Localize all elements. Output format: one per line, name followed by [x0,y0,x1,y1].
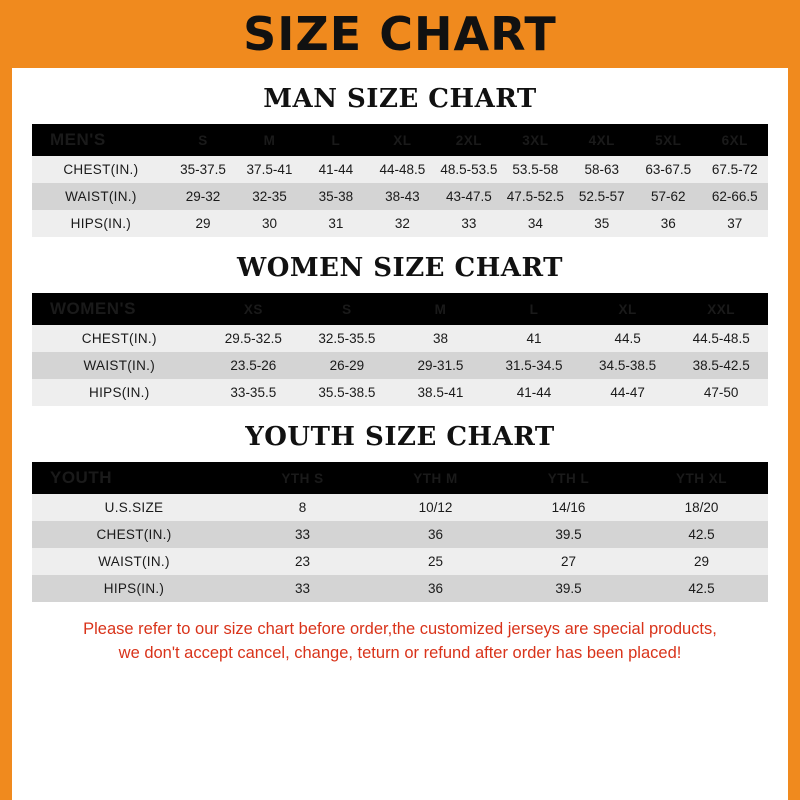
cell: 47.5-52.5 [506,189,564,204]
cell: 29 [693,554,710,569]
cell: 31.5-34.5 [505,358,563,373]
row-label: CHEST(IN.) [96,527,172,542]
cell: 8 [298,500,307,515]
table-row [32,156,768,183]
table-row [32,210,768,237]
header-cell-s: S [198,132,208,148]
row-label: U.S.SIZE [104,500,164,515]
cell: 43-47.5 [445,189,492,204]
cell: 10/12 [418,500,453,515]
header-cell-2xl: 2XL [455,132,482,148]
section-man [12,84,788,237]
cell: 35 [594,216,610,231]
table-row [32,325,768,352]
cell: 23.5-26 [230,358,277,373]
cell: 23 [294,554,311,569]
row-label: WAIST(IN.) [83,358,156,373]
row-label: WAIST(IN.) [98,554,170,569]
cell: 41-44 [318,162,354,177]
header-cell-l: L [529,301,539,317]
cell: 44-48.5 [379,162,426,177]
cell: 41-44 [516,385,552,400]
cell: 38.5-41 [417,385,464,400]
cell: 57-62 [651,189,686,204]
cell: 37 [727,216,743,231]
cell: 32-35 [252,189,287,204]
cell: 38.5-42.5 [692,358,750,373]
cell: 35.5-38.5 [318,385,376,400]
row-label: CHEST(IN.) [81,331,157,346]
cell: 39.5 [555,527,582,542]
cell: 42.5 [688,527,715,542]
cell: 27 [560,554,577,569]
note-line-2: we don't accept cancel, change, teturn or refund after order has been placed! [118,643,682,662]
cell: 29.5-32.5 [224,331,282,346]
header-cell-4xl: 4XL [588,132,615,148]
cell: 26-29 [329,358,365,373]
cell: 29 [195,216,211,231]
header-cell-xl: XL [393,132,412,148]
cell: 32 [394,216,410,231]
header-cell-m: M [434,301,447,317]
table-row [32,352,768,379]
table-row [32,183,768,210]
cell: 31 [328,216,344,231]
table-row [32,548,768,575]
cell: 33 [294,581,311,596]
cell: 34 [527,216,543,231]
cell: 35-38 [318,189,354,204]
header-cell-3xl: 3XL [522,132,549,148]
cell: 33 [294,527,311,542]
header-cell-6xl: 6XL [721,132,748,148]
header-cell-yth-m: YTH M [413,470,458,486]
cell: 36 [660,216,676,231]
section-youth [12,422,788,602]
cell: 33-35.5 [230,385,277,400]
row-label: HIPS(IN.) [70,216,132,231]
cell: 44-47 [610,385,645,400]
row-label: WAIST(IN.) [65,189,137,204]
table-row [32,575,768,602]
cell: 29-31.5 [417,358,464,373]
section-women [12,253,788,406]
header-cell-yth-xl: YTH XL [675,470,727,486]
header-cell-label: YOUTH [50,468,112,487]
header-cell-5xl: 5XL [655,132,682,148]
section-title-women: WOMEN SIZE CHART [237,253,563,283]
note-line-1: Please refer to our size chart before order,the customized jerseys are special products, [83,620,717,638]
row-label: CHEST(IN.) [63,162,139,177]
table-row [32,521,768,548]
cell: 34.5-38.5 [599,358,657,373]
header-cell-l: L [331,132,341,148]
cell: 44.5 [614,331,641,346]
cell: 35-37.5 [180,162,226,177]
cell: 36 [427,527,444,542]
section-title-youth: YOUTH SIZE CHART [245,422,555,452]
cell: 48.5-53.5 [440,162,498,177]
cell: 14/16 [551,500,586,515]
cell: 38 [432,331,448,346]
cell: 37.5-41 [246,162,293,177]
row-label: HIPS(IN.) [103,581,165,596]
page-banner [0,0,800,68]
header-cell-yth-s: YTH S [281,470,324,486]
table-man [32,124,768,237]
header-cell-xs: XS [243,301,263,317]
cell: 67.5-72 [711,162,758,177]
table-youth [32,462,768,602]
cell: 25 [427,554,444,569]
cell: 58-63 [584,162,620,177]
page-title: SIZE CHART [243,7,557,61]
cell: 47-50 [703,385,739,400]
section-title-man: MAN SIZE CHART [263,84,537,114]
cell: 32.5-35.5 [318,331,376,346]
disclaimer-note [28,618,772,666]
cell: 53.5-58 [512,162,559,177]
table-header-row [32,462,768,494]
cell: 39.5 [555,581,582,596]
header-cell-xxl: XXL [707,301,736,317]
header-cell-s: S [342,301,352,317]
cell: 33 [461,216,477,231]
cell: 36 [427,581,444,596]
table-women [32,293,768,406]
cell: 38-43 [385,189,420,204]
cell: 29-32 [185,189,221,204]
cell: 42.5 [688,581,715,596]
cell: 18/20 [684,500,719,515]
table-header-row [32,293,768,325]
table-row [32,379,768,406]
header-cell-yth-l: YTH L [547,470,590,486]
cell: 63-67.5 [645,162,692,177]
row-label: HIPS(IN.) [89,385,150,400]
cell: 52.5-57 [578,189,625,204]
header-cell-label: WOMEN'S [50,299,136,318]
cell: 41 [526,331,542,346]
cell: 62-66.5 [711,189,758,204]
header-cell-label: MEN'S [50,130,106,149]
header-cell-m: M [263,132,276,148]
cell: 30 [261,216,277,231]
table-header-row [32,124,768,156]
table-row [32,494,768,521]
header-cell-xl: XL [618,301,637,317]
cell: 44.5-48.5 [692,331,750,346]
